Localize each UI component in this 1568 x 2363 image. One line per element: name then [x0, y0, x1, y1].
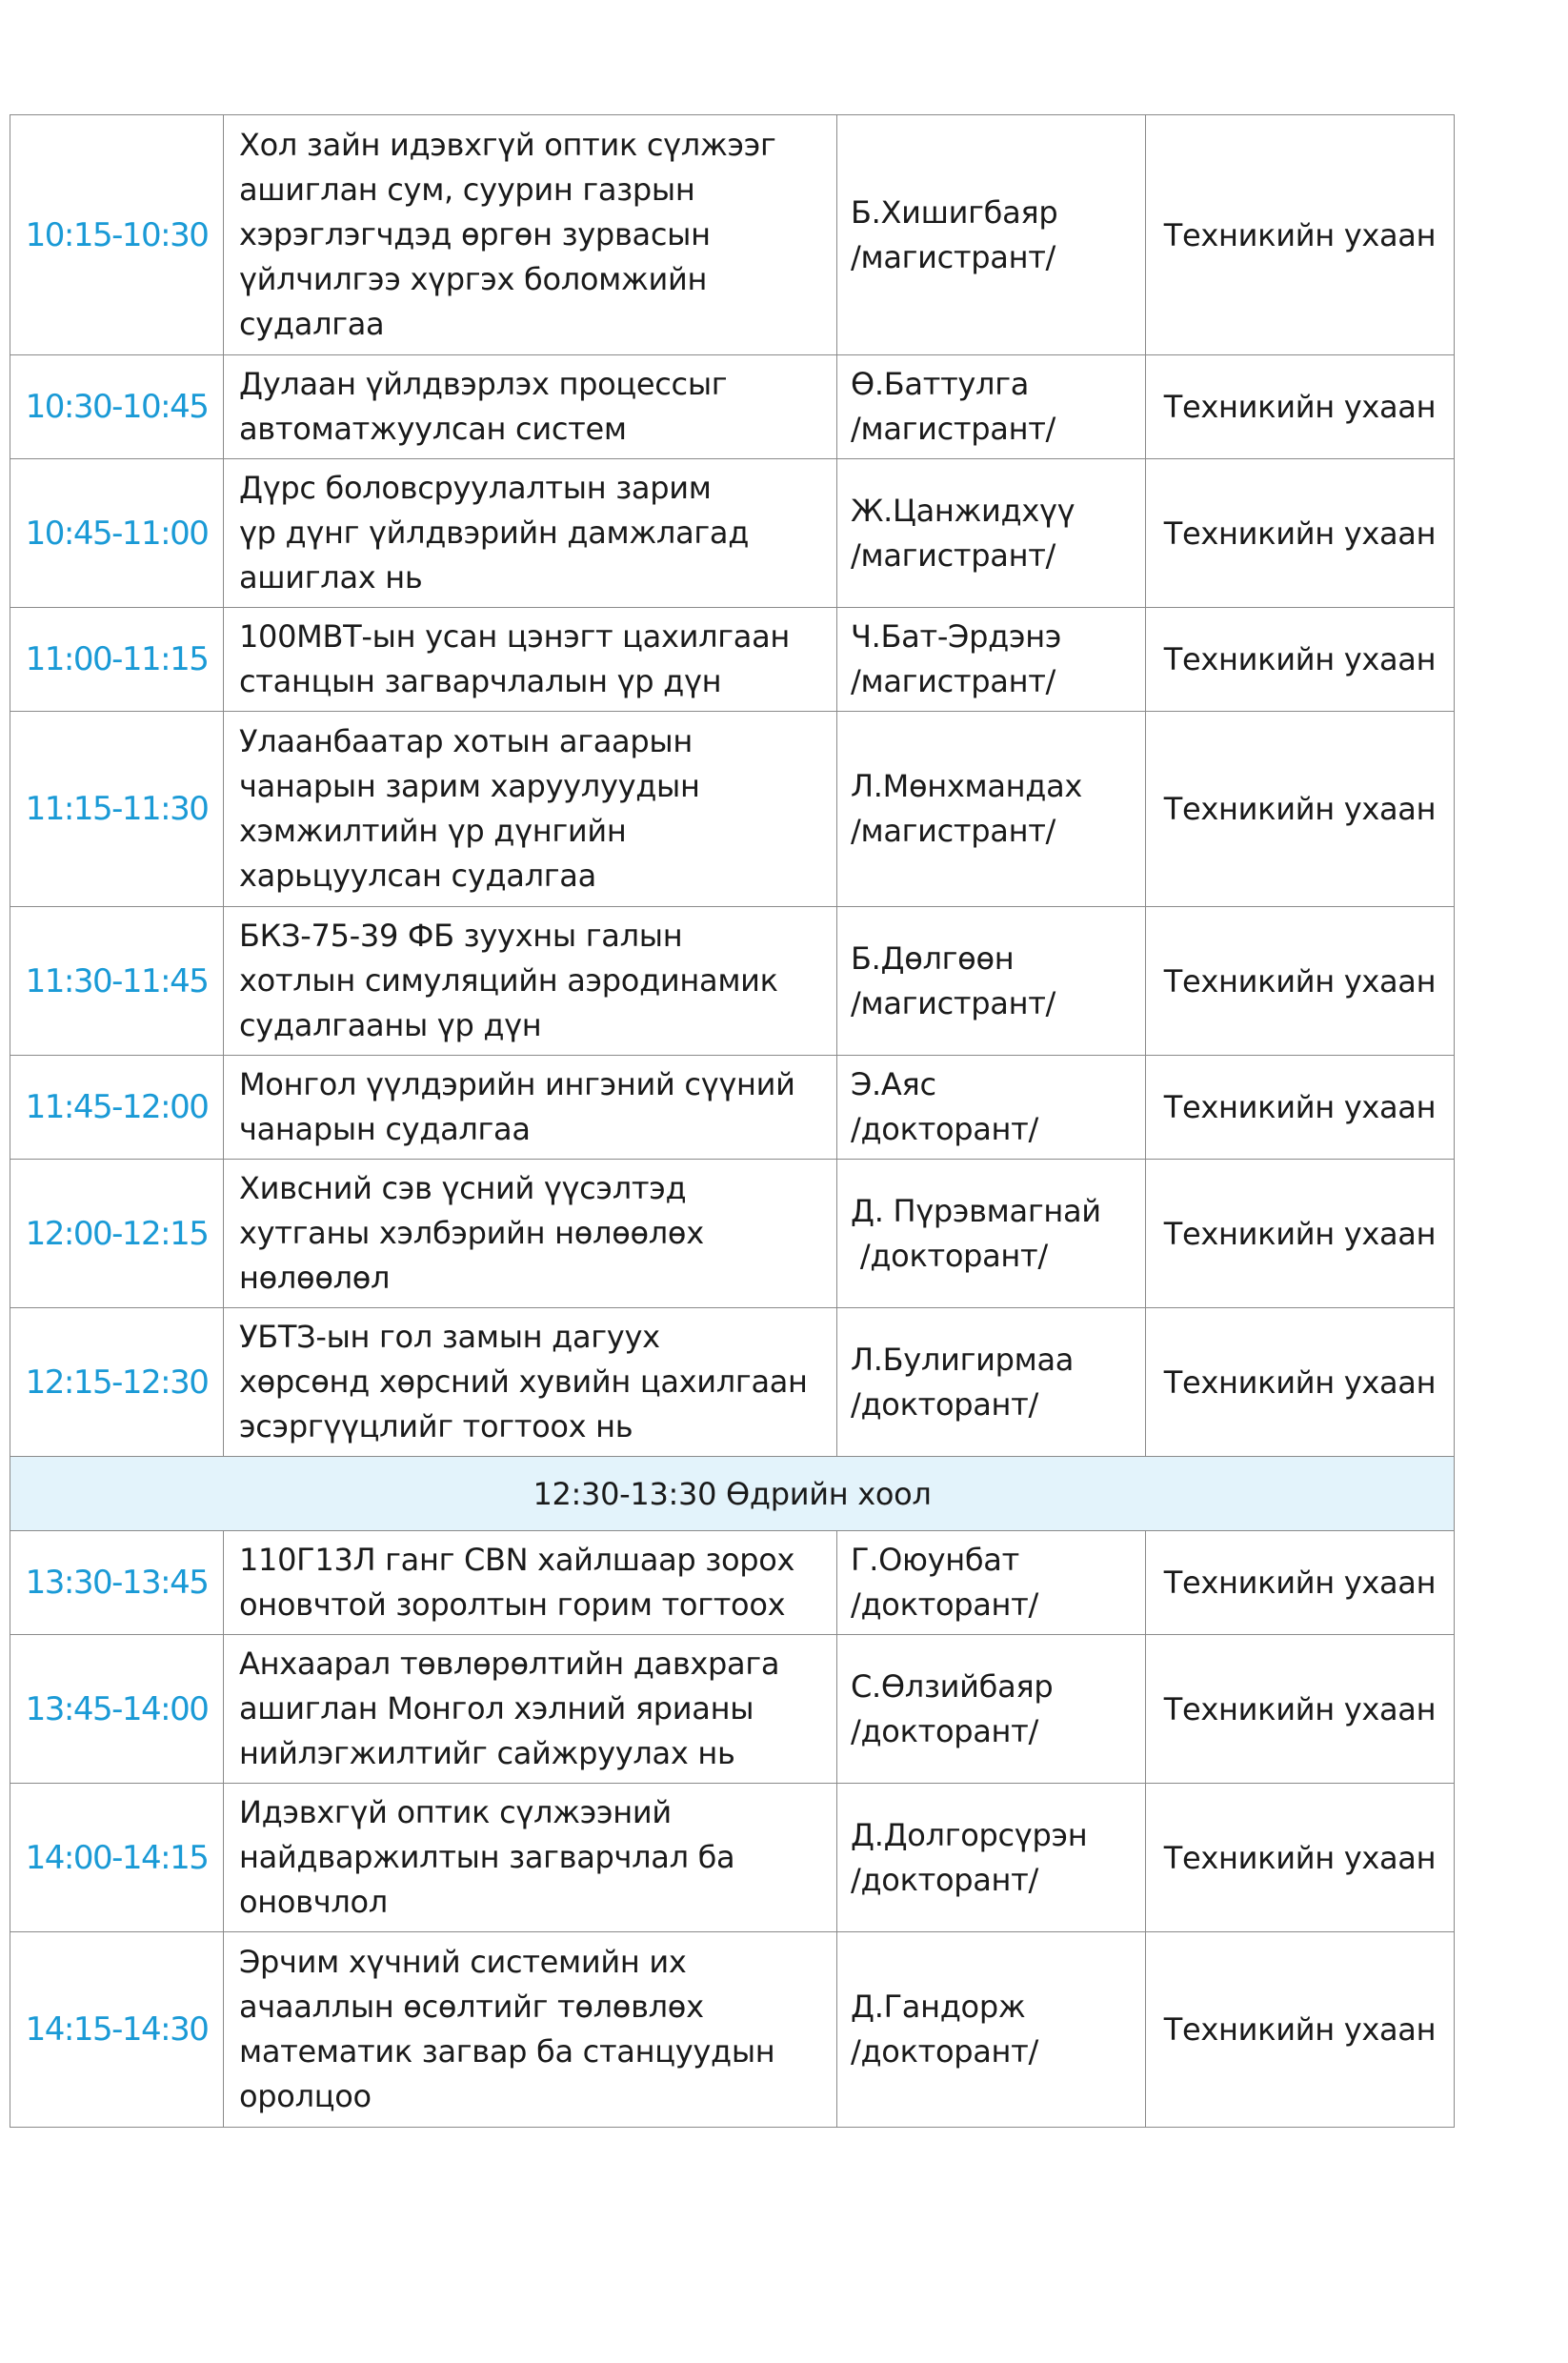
title-line: оновчтой зоролтын горим тогтоох [239, 1586, 786, 1623]
title-line: үйлчилгээ хүргэх боломжийн [239, 261, 708, 297]
author-degree: /докторант/ [851, 2033, 1038, 2070]
author-cell [837, 1784, 1146, 1932]
field-cell: Техникийн ухаан [1146, 1056, 1455, 1160]
title-line: чанарын судалгаа [239, 1111, 531, 1147]
time-cell: 13:45-14:00 [10, 1635, 224, 1784]
field-cell: Техникийн ухаан [1146, 459, 1455, 608]
title-line: математик загвар ба станцуудын [239, 2033, 775, 2070]
table-row [10, 1160, 1455, 1308]
author-cell [837, 1635, 1146, 1784]
author-cell [837, 712, 1146, 907]
title-line: судалгаа [239, 306, 385, 342]
title-line: нийлэгжилтийг сайжруулах нь [239, 1735, 735, 1771]
author-name: Д. Пүрэвмагнай [851, 1192, 1101, 1229]
table-row [10, 907, 1455, 1056]
lunch-break-row [10, 1457, 1455, 1531]
title-line: эсэргүүцлийг тогтоох нь [239, 1408, 633, 1444]
time-cell: 11:45-12:00 [10, 1056, 224, 1160]
title-cell [224, 712, 837, 907]
title-cell [224, 1308, 837, 1457]
title-line: 100МВТ-ын усан цэнэгт цахилгаан [239, 618, 791, 655]
author-degree: /докторант/ [851, 1861, 1038, 1898]
author-degree: /докторант/ [851, 1586, 1038, 1623]
table-row [10, 1056, 1455, 1160]
title-cell [224, 1932, 837, 2128]
author-degree: /докторант/ [851, 1385, 1038, 1423]
author-degree: /докторант/ [851, 1237, 1048, 1274]
author-degree: /магистрант/ [851, 813, 1056, 849]
title-line: найдваржилтын загварчлал ба [239, 1839, 735, 1875]
author-cell [837, 608, 1146, 712]
author-name: Б.Дөлгөөн [851, 939, 1015, 977]
title-cell [224, 355, 837, 459]
author-degree: /магистрант/ [851, 984, 1056, 1021]
field-cell: Техникийн ухаан [1146, 1635, 1455, 1784]
field-cell: Техникийн ухаан [1146, 1932, 1455, 2128]
title-line: Дүрс боловсруулалтын зарим [239, 470, 712, 506]
table-row [10, 115, 1455, 355]
author-name: Б.Хишигбаяр [851, 193, 1058, 231]
title-line: Эрчим хүчний системийн их [239, 1944, 687, 1980]
author-cell [837, 1056, 1146, 1160]
author-name: Ч.Бат-Эрдэнэ [851, 618, 1062, 655]
title-line: Анхаарал төвлөрөлтийн давхрага [239, 1646, 780, 1682]
author-degree: /магистрант/ [851, 411, 1056, 447]
time-cell: 14:15-14:30 [10, 1932, 224, 2128]
lunch-break-label: 12:30-13:30 Өдрийн хоол [10, 1457, 1455, 1531]
title-line: 110Г13Л ганг CBN хайлшаар зорох [239, 1542, 795, 1578]
author-degree: /магистрант/ [851, 238, 1056, 275]
table-row [10, 1308, 1455, 1457]
title-line: хотлын симуляцийн аэродинамик [239, 962, 778, 999]
title-line: нөлөөлөл [239, 1260, 391, 1296]
title-line: хутганы хэлбэрийн нөлөөлөх [239, 1215, 704, 1251]
title-cell [224, 1531, 837, 1635]
field-cell: Техникийн ухаан [1146, 712, 1455, 907]
field-cell: Техникийн ухаан [1146, 355, 1455, 459]
author-name: Д.Долгорсүрэн [851, 1816, 1088, 1853]
author-name: С.Өлзийбаяр [851, 1667, 1054, 1705]
author-degree: /докторант/ [851, 1111, 1038, 1147]
author-name: Ж.Цанжидхүү [851, 492, 1075, 529]
author-name: Э.Аяс [851, 1066, 936, 1102]
title-line: хэмжилтийн үр дүнгийн [239, 813, 627, 849]
author-name: Ө.Баттулга [851, 366, 1030, 402]
author-cell [837, 907, 1146, 1056]
title-line: Улаанбаатар хотын агаарын [239, 723, 693, 759]
table-row [10, 1635, 1455, 1784]
title-line: ашиглан Монгол хэлний ярианы [239, 1690, 754, 1727]
time-cell: 10:45-11:00 [10, 459, 224, 608]
author-cell [837, 1531, 1146, 1635]
title-cell [224, 1635, 837, 1784]
title-line: Монгол үүлдэрийн ингэний сүүний [239, 1066, 795, 1102]
author-name: Л.Булигирмаа [851, 1341, 1075, 1378]
title-cell [224, 115, 837, 355]
title-cell [224, 459, 837, 608]
schedule-body [10, 115, 1455, 2128]
field-cell: Техникийн ухаан [1146, 115, 1455, 355]
title-cell [224, 907, 837, 1056]
field-cell: Техникийн ухаан [1146, 907, 1455, 1056]
title-cell [224, 1056, 837, 1160]
table-row [10, 355, 1455, 459]
author-cell [837, 459, 1146, 608]
schedule-table [10, 114, 1455, 2128]
title-line: хэрэглэгчдэд өргөн зурвасын [239, 216, 711, 252]
title-line: УБТЗ-ын гол замын дагуух [239, 1319, 660, 1355]
title-line: Идэвхгүй оптик сүлжээний [239, 1794, 672, 1830]
title-line: оролцоо [239, 2078, 372, 2114]
time-cell: 14:00-14:15 [10, 1784, 224, 1932]
title-line: оновчлол [239, 1884, 388, 1920]
title-line: станцын загварчлалын үр дүн [239, 663, 722, 699]
author-degree: /магистрант/ [851, 536, 1056, 574]
time-cell: 11:15-11:30 [10, 712, 224, 907]
time-cell: 10:30-10:45 [10, 355, 224, 459]
title-line: Хивсний сэв үсний үүсэлтэд [239, 1170, 687, 1206]
table-row [10, 712, 1455, 907]
title-line: үр дүнг үйлдвэрийн дамжлагад [239, 515, 750, 551]
time-cell: 12:00-12:15 [10, 1160, 224, 1308]
table-row [10, 459, 1455, 608]
field-cell: Техникийн ухаан [1146, 1531, 1455, 1635]
title-line: БКЗ-75-39 ФБ зуухны галын [239, 918, 683, 954]
table-row [10, 1784, 1455, 1932]
title-line: ашиглан сум, суурин газрын [239, 172, 695, 208]
title-cell [224, 1784, 837, 1932]
field-cell: Техникийн ухаан [1146, 1784, 1455, 1932]
title-line: Хол зайн идэвхгүй оптик сүлжээг [239, 127, 776, 163]
field-cell: Техникийн ухаан [1146, 1308, 1455, 1457]
author-name: Г.Оюунбат [851, 1542, 1019, 1578]
time-cell: 13:30-13:45 [10, 1531, 224, 1635]
title-line: хөрсөнд хөрсний хувийн цахилгаан [239, 1363, 808, 1400]
title-line: ачааллын өсөлтийг төлөвлөх [239, 1989, 704, 2025]
author-degree: /магистрант/ [851, 663, 1056, 699]
author-cell [837, 1160, 1146, 1308]
title-cell [224, 1160, 837, 1308]
author-cell [837, 355, 1146, 459]
title-line: ашиглах нь [239, 559, 423, 596]
author-cell [837, 115, 1146, 355]
table-row [10, 1932, 1455, 2128]
time-cell: 10:15-10:30 [10, 115, 224, 355]
title-line: автоматжуулсан систем [239, 411, 627, 447]
title-line: судалгааны үр дүн [239, 1007, 542, 1043]
field-cell: Техникийн ухаан [1146, 608, 1455, 712]
field-cell: Техникийн ухаан [1146, 1160, 1455, 1308]
author-name: Д.Гандорж [851, 1989, 1026, 2025]
title-line: харьцуулсан судалгаа [239, 858, 596, 894]
author-name: Л.Мөнхмандах [851, 768, 1083, 804]
title-line: Дулаан үйлдвэрлэх процессыг [239, 366, 728, 402]
time-cell: 12:15-12:30 [10, 1308, 224, 1457]
author-cell [837, 1308, 1146, 1457]
time-cell: 11:30-11:45 [10, 907, 224, 1056]
title-cell [224, 608, 837, 712]
title-line: чанарын зарим харуулуудын [239, 768, 700, 804]
table-row [10, 1531, 1455, 1635]
time-cell: 11:00-11:15 [10, 608, 224, 712]
author-cell [837, 1932, 1146, 2128]
author-degree: /докторант/ [851, 1712, 1038, 1749]
table-row [10, 608, 1455, 712]
